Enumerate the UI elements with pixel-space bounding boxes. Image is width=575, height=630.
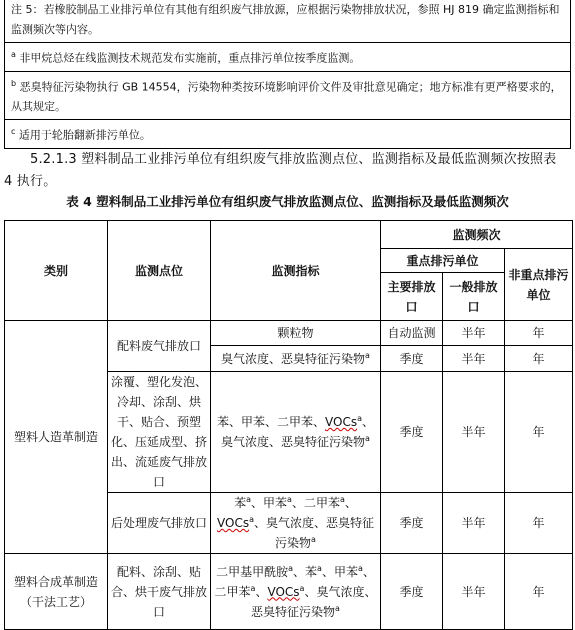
header-key-unit: 重点排污单位 — [381, 249, 505, 273]
indicator-text: 苯 — [234, 496, 247, 510]
indicator-text: 、 — [344, 496, 357, 510]
section-paragraph: 5.2.1.3 塑料制品工业排污单位有组织废气排放监测点位、监测指标及最低监测频次按照表 4 执行。 — [4, 152, 557, 189]
footnote-b-text: 恶臭特征污染物执行 GB 14554，污染物种类按环境影响评价文件及审批意见确定；地方标准有更严格要求的，从其规定。 — [11, 80, 562, 114]
category-cell: 塑料合成革制造（干法工艺） — [5, 554, 108, 630]
indicator-text: 臭气浓度、恶臭特征污染物 — [221, 351, 366, 366]
header-main-outlet: 主要排放口 — [381, 273, 443, 321]
freq-main-cell: 自动监测 — [381, 321, 443, 346]
freq-non-key-cell: 年 — [505, 321, 573, 346]
footnote-a-mark: a — [11, 50, 16, 59]
freq-non-key-cell: 年 — [505, 554, 573, 630]
indicator-cell — [211, 372, 381, 493]
footnote-ref: a — [288, 563, 294, 573]
footnote-ref: a — [339, 495, 345, 504]
indicator-cell: 颗粒物 — [211, 321, 381, 346]
indicator-cell — [211, 554, 381, 630]
footnote-ref: a — [250, 583, 256, 593]
indicator-vocs: VOCs — [325, 415, 358, 429]
freq-non-key-cell: 年 — [505, 372, 573, 493]
header-category: 类别 — [5, 221, 108, 321]
footnote-ref: a — [246, 495, 252, 504]
indicator-text: 、臭气浓度、恶臭特征污染物 — [253, 516, 374, 550]
monitoring-table — [4, 220, 573, 630]
indicator-text: 、臭气浓度、恶臭特征污染物 — [251, 584, 377, 619]
header-non-key: 非重点排污单位 — [505, 249, 573, 321]
footnote-ref: a — [365, 434, 370, 443]
freq-non-key-cell: 年 — [505, 493, 573, 554]
indicator-cell — [211, 493, 381, 554]
indicator-text: 、甲苯 — [321, 564, 358, 579]
freq-main-cell: 季度 — [381, 554, 443, 630]
footnote-ref: a — [335, 603, 340, 613]
footnote-a-text: 非甲烷总烃在线监测技术规范发布实施前，重点排污单位按季度监测。 — [19, 51, 361, 65]
table-caption: 表 4 塑料制品工业排污单位有组织废气排放监测点位、监测指标及最低监测频次 — [66, 194, 509, 209]
note-5 — [5, 0, 570, 42]
footnote-c-text: 适用于轮胎翻新排污单位。 — [18, 128, 151, 142]
point-cell: 配料废气排放口 — [108, 321, 211, 372]
footnote-b-mark: b — [11, 78, 17, 88]
header-general-outlet: 一般排放口 — [443, 273, 505, 321]
freq-main-cell: 季度 — [381, 372, 443, 493]
indicator-vocs: VOCs — [217, 516, 250, 530]
indicator-text: 二甲基甲酰胺 — [216, 564, 289, 579]
footnote-ref: a — [311, 535, 316, 544]
indicator-text: 、 — [255, 584, 268, 599]
footnote-ref: a — [357, 563, 363, 573]
freq-non-key-cell: 年 — [505, 346, 573, 372]
indicator-text: 苯、甲苯、二甲苯、 — [216, 415, 325, 429]
point-cell: 配料、涂刮、贴合、烘干废气排放口 — [108, 554, 211, 630]
freq-general-cell: 半年 — [443, 372, 505, 493]
footnote-ref: a — [365, 350, 370, 360]
indicator-text: 、苯 — [293, 564, 318, 579]
freq-general-cell: 半年 — [443, 321, 505, 346]
point-cell: 涂覆、塑化发泡、冷却、涂刮、烘干、贴合、预塑化、压延成型、挤出、流延废气排放口 — [108, 372, 211, 493]
header-point: 监测点位 — [108, 221, 211, 321]
indicator-text: 、甲苯 — [251, 496, 288, 510]
footnote-c — [5, 119, 570, 148]
footnote-a — [5, 42, 570, 71]
header-indicator: 监测指标 — [211, 221, 381, 321]
footnote-ref: a — [299, 583, 305, 593]
freq-general-cell: 半年 — [443, 493, 505, 554]
footnote-ref: a — [249, 515, 254, 524]
indicator-text: 、臭气浓度、恶臭特征污染物 — [221, 415, 374, 449]
notes-box — [4, 0, 571, 149]
indicator-cell — [211, 346, 381, 372]
category-cell: 塑料人造革制造 — [5, 321, 108, 554]
header-frequency: 监测频次 — [381, 221, 573, 249]
freq-general-cell: 半年 — [443, 554, 505, 630]
footnote-c-mark: c — [11, 127, 16, 137]
indicator-text: 、二甲苯 — [214, 564, 375, 599]
footnote-ref: a — [287, 495, 292, 504]
footnote-b — [5, 71, 570, 120]
freq-main-cell: 季度 — [381, 493, 443, 554]
note-5-text: 注 5：若橡胶制品工业排污单位有其他有组织废气排放源，应根据污染物排放状况，参照 HJ 819 确定监测指标和监测频次等内容。 — [11, 3, 560, 36]
footnote-ref: a — [357, 414, 362, 423]
freq-general-cell: 半年 — [443, 346, 505, 372]
indicator-text: 、二甲苯 — [291, 496, 340, 510]
point-cell: 后处理废气排放口 — [108, 493, 211, 554]
indicator-vocs: VOCs — [267, 584, 300, 599]
footnote-ref: a — [317, 563, 322, 573]
freq-main-cell: 季度 — [381, 346, 443, 372]
